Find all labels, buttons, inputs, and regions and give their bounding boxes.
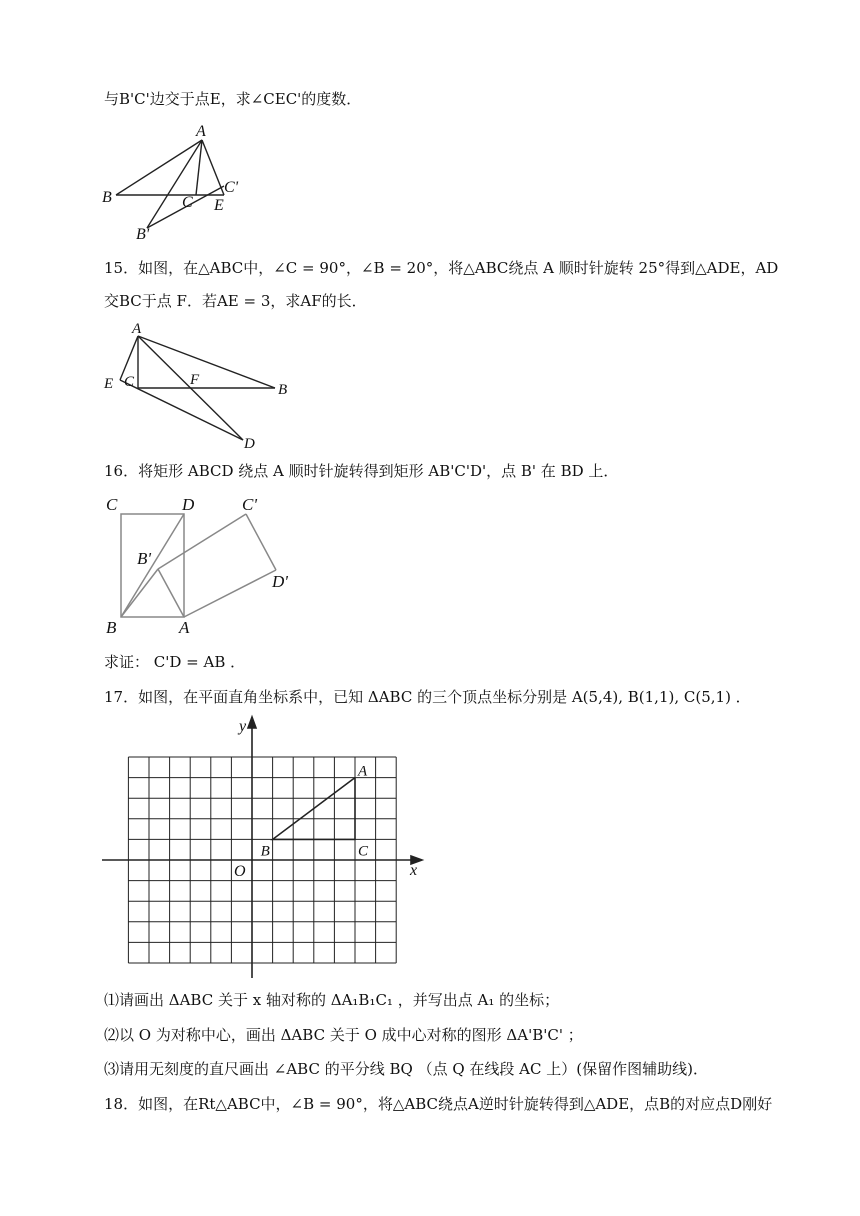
q17-label-x: x [410, 862, 418, 879]
q17-grid-figure [100, 712, 430, 982]
q17-label-y: y [239, 718, 247, 735]
q17-sub1: ⑴请画出 ΔABC 关于 x 轴对称的 ΔA₁B₁C₁ ，并写出点 A₁ 的坐标； [104, 991, 560, 1009]
q18-line1: 18．如图，在Rt△ABC中，∠B = 90°，将△ABC绕点A逆时针旋转得到△ADE，点B的对应点D刚好 [104, 1095, 773, 1113]
q16-label-D: D [182, 495, 195, 514]
q15-figure [100, 318, 300, 453]
q17-sub3: ⑶请用无刻度的直尺画出 ∠ABC 的平分线 BQ （点 Q 在线段 AC 上）(保留作图辅助线)． [104, 1060, 708, 1078]
q15-label-D: D [244, 436, 255, 452]
q16-label-B: B [106, 618, 117, 637]
q15-line2: 交BC于点 F．若AE = 3，求AF的长． [104, 292, 367, 310]
q14-text: 与B'C'边交于点E，求∠CEC'的度数． [104, 90, 362, 108]
q15-label-A: A [132, 321, 142, 337]
q15-label-B: B [278, 382, 288, 398]
q15-label-C: C [124, 374, 135, 390]
q17-line1: 17．如图，在平面直角坐标系中，已知 ΔABC 的三个顶点坐标分别是 A(5,4), B(1,1), C(5,1) ． [104, 688, 751, 706]
q16-label-C: C [106, 495, 118, 514]
q16-figure [100, 490, 310, 645]
q17-label-O: O [234, 863, 246, 880]
q15-label-F: F [190, 372, 200, 388]
q17-label-A: A [358, 763, 368, 780]
q16-label-C1: C' [242, 495, 257, 514]
q14-label-B: B [102, 189, 112, 206]
q17-label-B: B [260, 843, 270, 860]
q15-line1: 15．如图，在△ABC中，∠C = 90°，∠B = 20°，将△ABC绕点 A 顺时针旋转 25°得到△ADE，AD [104, 259, 779, 277]
q16-label-B1: B' [137, 549, 152, 568]
q17-sub2: ⑵以 O 为对称中心，画出 ΔABC 关于 O 成中心对称的图形 ΔA'B'C' ； [104, 1026, 583, 1044]
q17-label-C: C [358, 843, 369, 860]
q16-label-A: A [179, 618, 190, 637]
q16-proof: 求证： C'D = AB ． [104, 653, 246, 671]
q14-label-A: A [196, 123, 206, 140]
q14-label-C: C [182, 194, 193, 211]
q14-label-C1: C' [224, 179, 239, 196]
q16-label-D1: D' [272, 572, 288, 591]
q16-line1: 16．将矩形 ABCD 绕点 A 顺时针旋转得到矩形 AB'C'D'，点 B' 在 BD 上． [104, 462, 619, 480]
q15-label-E: E [104, 376, 114, 392]
q14-label-B1: B' [136, 226, 150, 243]
q14-label-E: E [214, 197, 224, 214]
q14-figure [100, 120, 260, 245]
